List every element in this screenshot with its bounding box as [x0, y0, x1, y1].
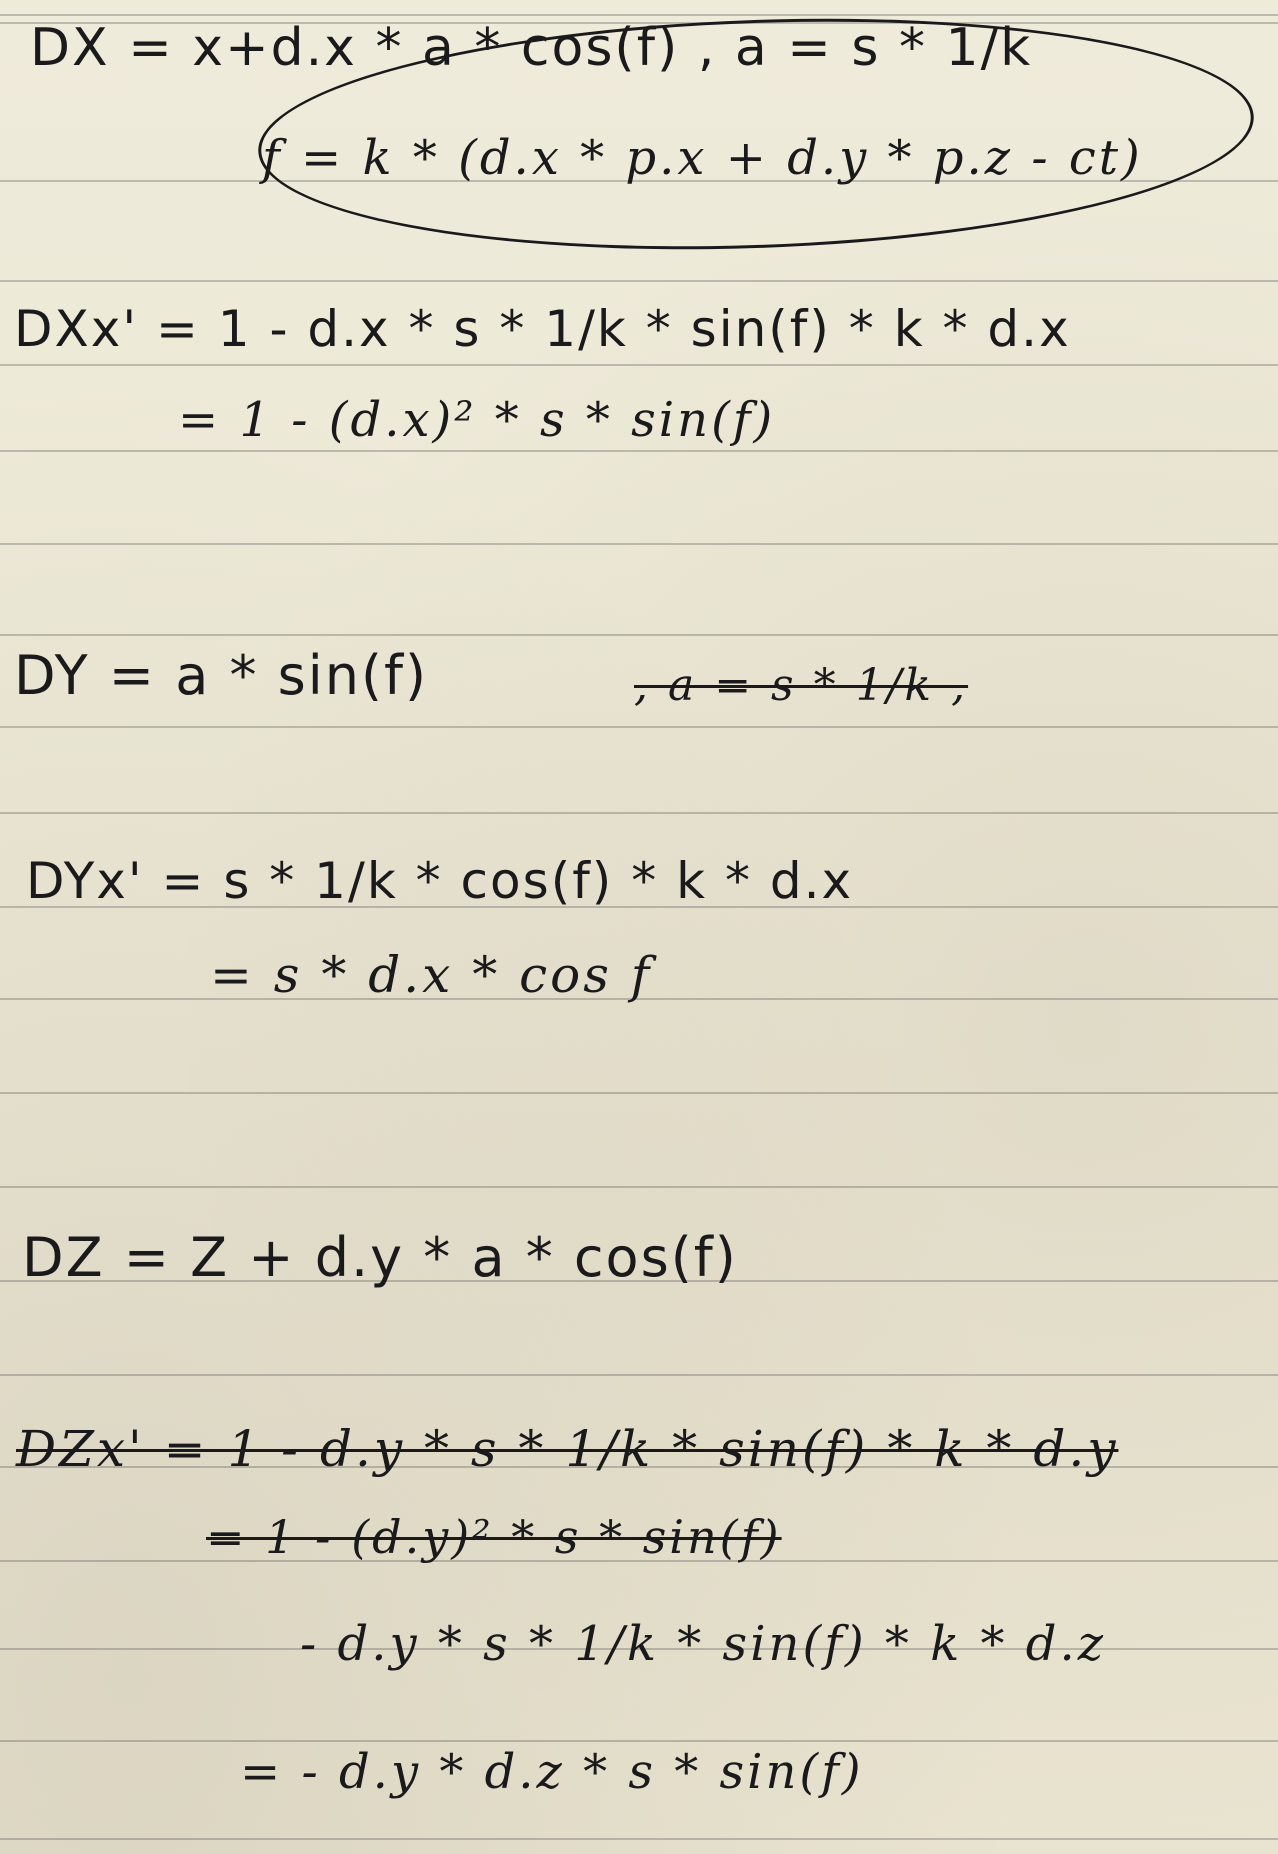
- equation-dz-x-derivative-struck-2: [206, 1510, 782, 1564]
- equation-dy-x-derivative: [26, 852, 853, 910]
- equation-dz-x-derivative-result: [240, 1744, 864, 1800]
- ruled-line: [0, 812, 1278, 814]
- ruled-line: [0, 1838, 1278, 1840]
- equation-dz: [22, 1226, 738, 1289]
- ruled-line: [0, 1740, 1278, 1742]
- equation-dy-struck-text: , a = s * 1/k ,: [634, 660, 969, 711]
- equation-dz-x-line-4: = - d.y * d.z * s * sin(f): [240, 1744, 864, 1800]
- ruled-line: [0, 1186, 1278, 1188]
- equation-dx: [30, 18, 1032, 78]
- ruled-line: [0, 1374, 1278, 1376]
- ruled-line: [0, 543, 1278, 545]
- equation-dz-x-derivative-struck: [16, 1420, 1118, 1478]
- equation-dy-struck-note: [634, 660, 968, 711]
- equation-dx-x-line-1: DXx' = 1 - d.x * s * 1/k * sin(f) * k * d.x: [14, 300, 1071, 358]
- equation-dy-text: DY = a * sin(f): [14, 644, 429, 707]
- equation-dz-text: DZ = Z + d.y * a * cos(f): [22, 1226, 738, 1289]
- equation-dx-x-derivative-result: [178, 392, 775, 448]
- equation-dz-x-line-1: DZx' = 1 - d.y * s * 1/k * sin(f) * k * d.y: [16, 1420, 1119, 1478]
- ruled-line: [0, 1092, 1278, 1094]
- equation-dy-x-line-1: DYx' = s * 1/k * cos(f) * k * d.x: [26, 852, 854, 910]
- equation-dy-x-line-2: = s * d.x * cos f: [210, 946, 653, 1004]
- equation-dx-x-line-2: = 1 - (d.x)² * s * sin(f): [178, 392, 776, 448]
- equation-f-definition-text: f = k * (d.x * p.x + d.y * p.z - ct): [262, 130, 1143, 186]
- equation-dy-x-derivative-result: [210, 946, 652, 1004]
- equation-dx-x-derivative: [14, 300, 1071, 358]
- ruled-line: [0, 450, 1278, 452]
- equation-dz-x-line-3: - d.y * s * 1/k * sin(f) * k * d.z: [300, 1616, 1107, 1672]
- ruled-line: [0, 634, 1278, 636]
- equation-dz-x-line-2: = 1 - (d.y)² * s * sin(f): [206, 1510, 782, 1564]
- ruled-line: [0, 726, 1278, 728]
- ruled-line: [0, 364, 1278, 366]
- ruled-line: [0, 14, 1278, 16]
- equation-f-definition: [262, 130, 1143, 186]
- ruled-line: [0, 280, 1278, 282]
- equation-dz-x-derivative-correction: [300, 1616, 1106, 1672]
- equation-dy: [14, 644, 428, 707]
- equation-dx-text: DX = x+d.x * a * cos(f) , a = s * 1/k: [30, 18, 1033, 78]
